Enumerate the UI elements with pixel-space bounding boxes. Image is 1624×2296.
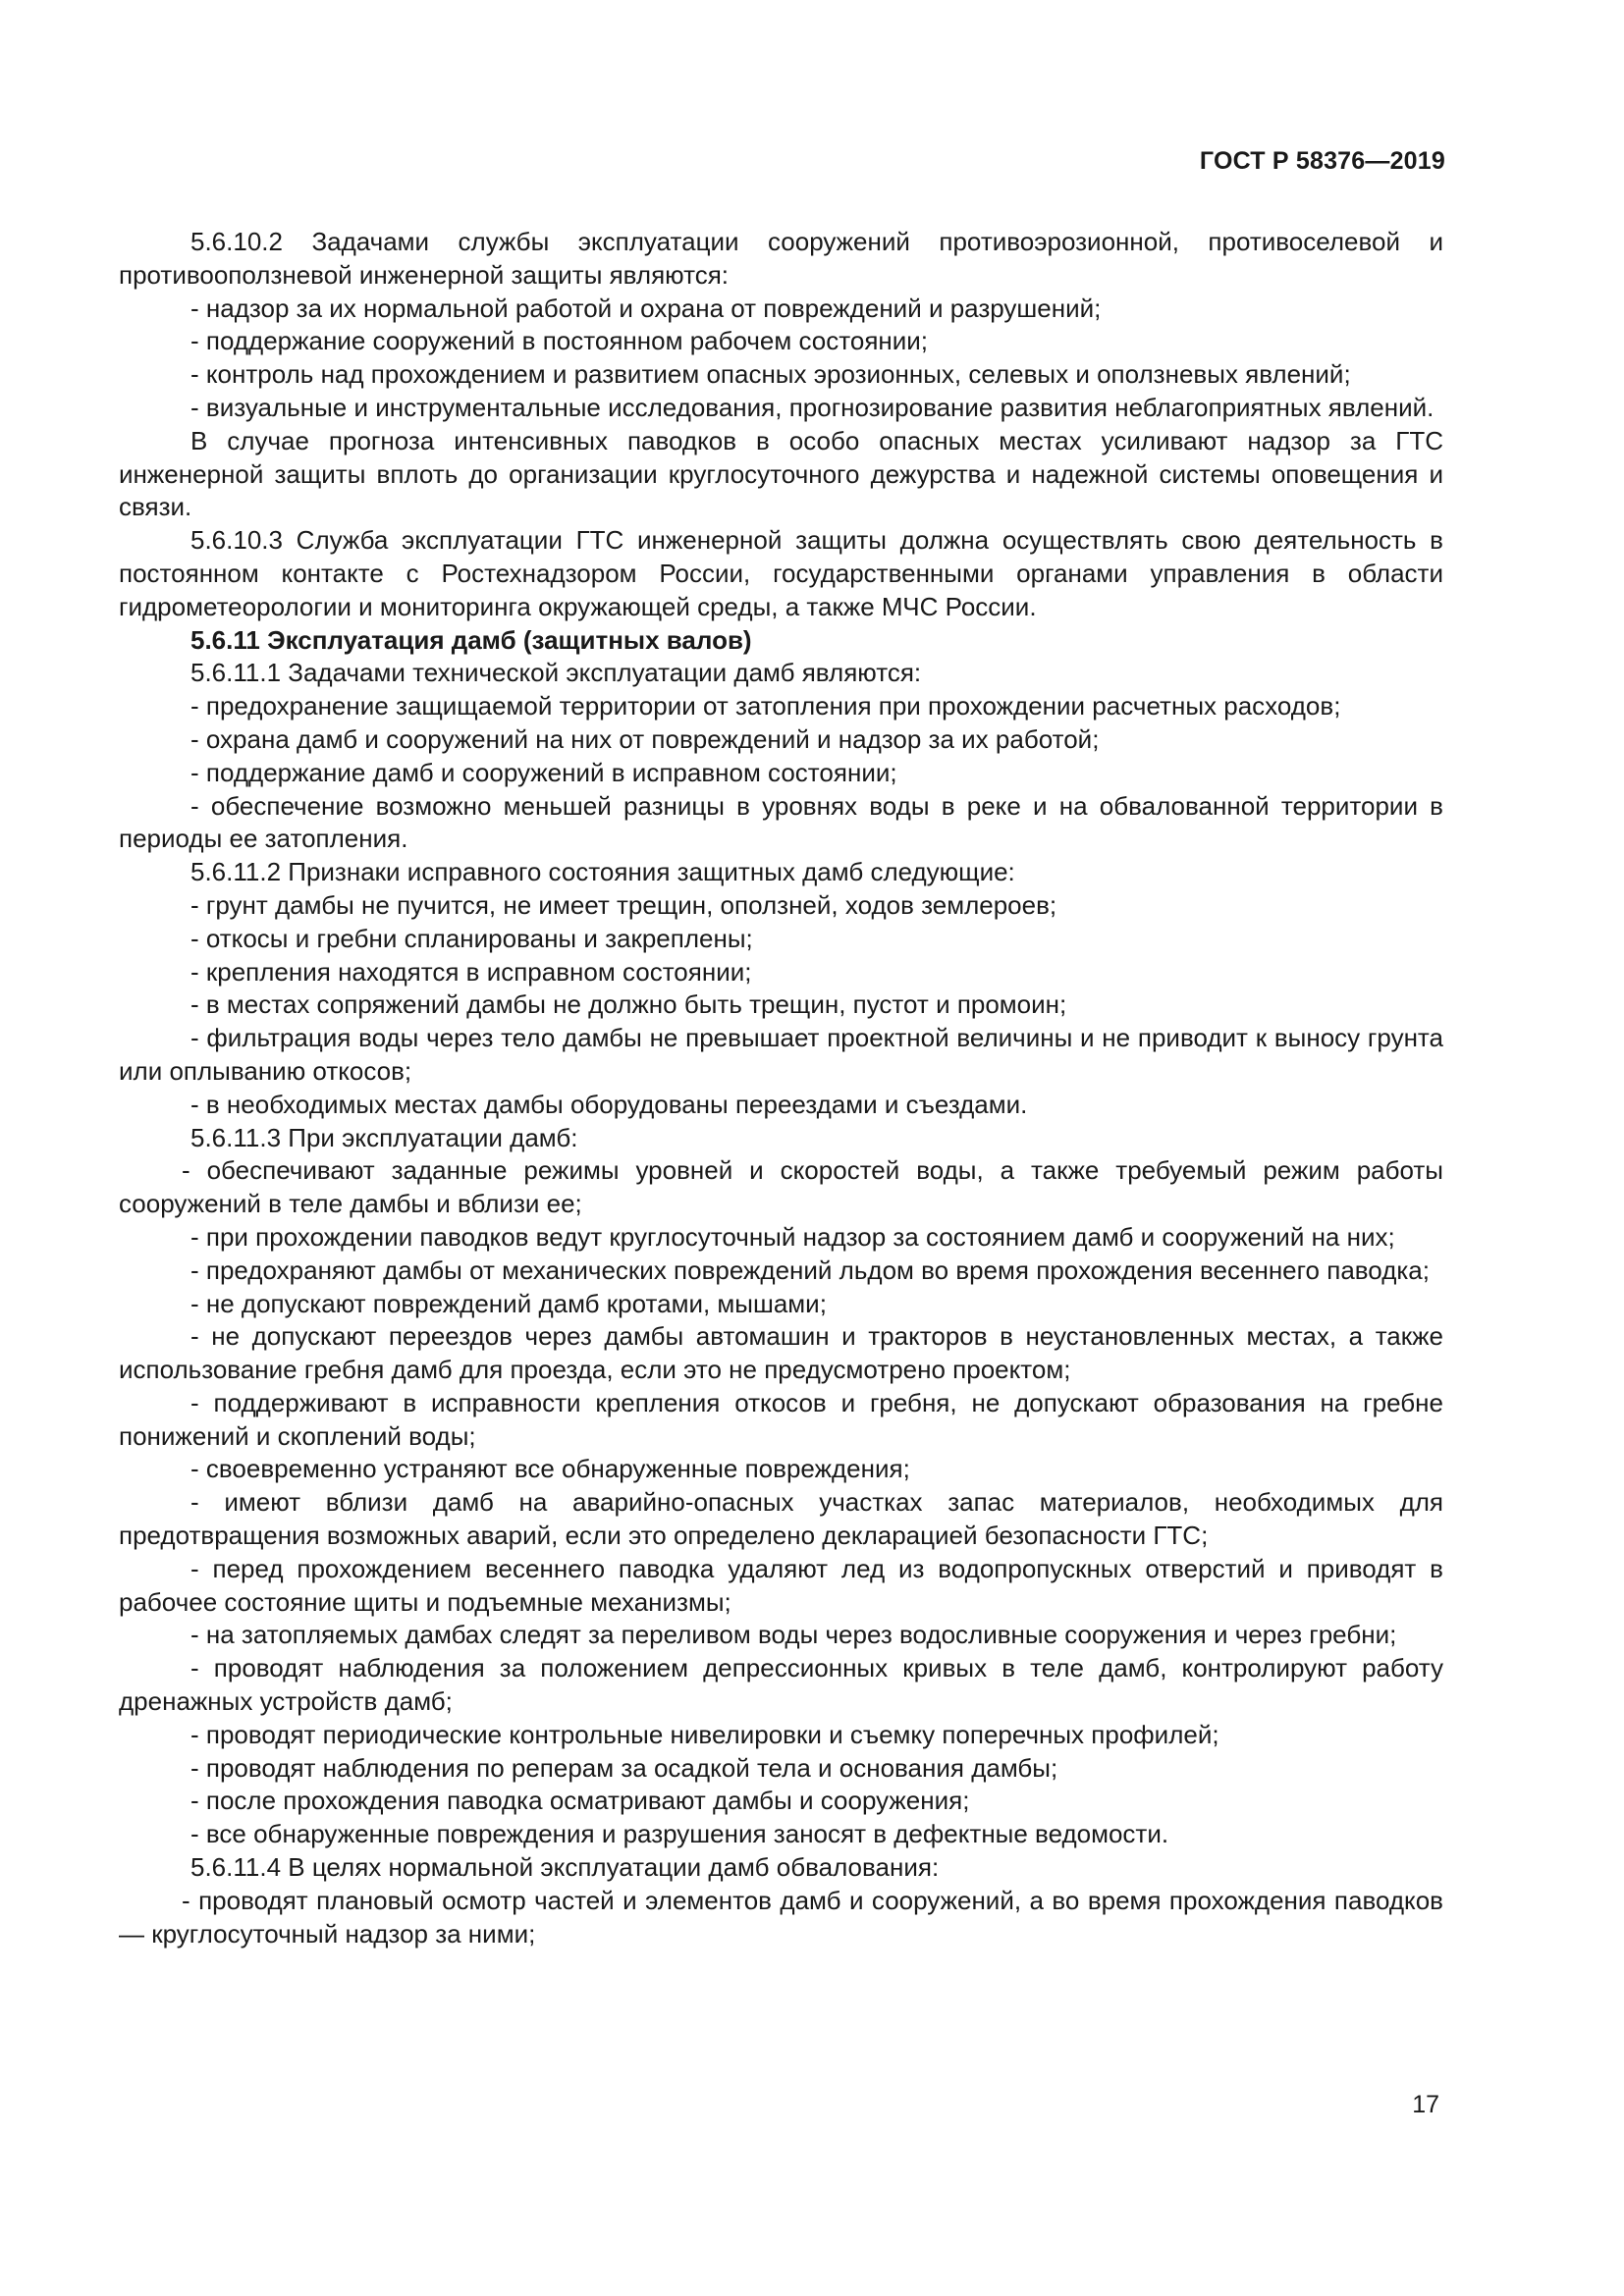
- paragraph: - не допускают повреждений дамб кротами, мышами;: [190, 1288, 827, 1318]
- paragraph: - проводят наблюдения по реперам за осадкой тела и основания дамбы;: [190, 1752, 1058, 1783]
- paragraph: - обеспечивают заданные режимы уровней и скоростей воды, а также требуемый режим работы сооружений в теле дамбы и вблизи ее;: [119, 1155, 1443, 1219]
- paragraph: - фильтрация воды через тело дамбы не превышает проектной величины и не приводит к выносу грунта или оплыванию откосов;: [119, 1023, 1443, 1086]
- paragraph: - поддержание дамб и сооружений в исправном состоянии;: [190, 757, 897, 787]
- paragraph: 5.6.10.2 Задачами службы эксплуатации сооружений противоэрозионной, противоселевой и противооползневой инженерной защиты являются:: [119, 227, 1443, 290]
- paragraph: 5.6.11.4 В целях нормальной эксплуатации дамб обвалования:: [190, 1852, 940, 1883]
- paragraph: - обеспечение возможно меньшей разницы в уровнях воды в реке и на обвалованной территории в периоды ее затопления.: [119, 790, 1443, 854]
- paragraph: - перед прохождением весеннего паводка удаляют лед из водопропускных отверстий и приводят в рабочее состояние щиты и подъемные механизмы;: [119, 1553, 1443, 1617]
- paragraph: - поддерживают в исправности крепления откосов и гребня, не допускают образования на гребне понижений и скоплений воды;: [119, 1387, 1443, 1451]
- paragraph: - все обнаруженные повреждения и разрушения заносят в дефектные ведомости.: [190, 1819, 1169, 1849]
- paragraph: - на затопляемых дамбах следят за переливом воды через водосливные сооружения и через гребни;: [190, 1620, 1397, 1650]
- paragraph: - при прохождении паводков ведут круглосуточный надзор за состоянием дамб и сооружений на них;: [190, 1221, 1395, 1252]
- paragraph: - контроль над прохождением и развитием опасных эрозионных, селевых и оползневых явлений;: [190, 359, 1351, 390]
- paragraph: - в местах сопряжений дамбы не должно быть трещин, пустот и промоин;: [190, 989, 1067, 1020]
- paragraph: 5.6.11.3 При эксплуатации дамб:: [190, 1122, 578, 1152]
- paragraph: - в необходимых местах дамбы оборудованы переездами и съездами.: [190, 1089, 1028, 1119]
- paragraph: - не допускают переездов через дамбы автомашин и тракторов в неустановленных местах, а также использование гребня дамб для проезда, если это не предусмотрено проектом;: [119, 1321, 1443, 1385]
- paragraph: - предохраняют дамбы от механических повреждений льдом во время прохождения весеннего паводка;: [190, 1255, 1430, 1285]
- document-code-header: ГОСТ Р 58376—2019: [1199, 147, 1445, 175]
- document-body: [119, 226, 1443, 1950]
- paragraph: В случае прогноза интенсивных паводков в особо опасных местах усиливают надзор за ГТС инженерной защиты вплоть до организации круглосуточного дежурства и надежной системы оповещения и связи.: [119, 425, 1443, 522]
- paragraph: - проводят периодические контрольные нивелировки и съемку поперечных профилей;: [190, 1719, 1219, 1749]
- paragraph: - крепления находятся в исправном состоянии;: [190, 956, 752, 987]
- paragraph: 5.6.11.2 Признаки исправного состояния защитных дамб следующие:: [190, 857, 1015, 887]
- paragraph: - надзор за их нормальной работой и охрана от повреждений и разрушений;: [190, 293, 1102, 323]
- paragraph: - предохранение защищаемой территории от затопления при прохождении расчетных расходов;: [190, 691, 1341, 721]
- page-number: 17: [1412, 2091, 1439, 2118]
- paragraph: - после прохождения паводка осматривают дамбы и сооружения;: [190, 1786, 970, 1816]
- paragraph: 5.6.11.1 Задачами технической эксплуатации дамб являются:: [190, 658, 922, 688]
- paragraph: - грунт дамбы не пучится, не имеет трещин, оползней, ходов землероев;: [190, 889, 1057, 920]
- paragraph: - своевременно устраняют все обнаруженные повреждения;: [190, 1454, 910, 1484]
- paragraph: - охрана дамб и сооружений на них от повреждений и надзор за их работой;: [190, 723, 1100, 754]
- paragraph: - проводят плановый осмотр частей и элементов дамб и сооружений, а во время прохождения паводков — круглосуточный надзор за ними;: [119, 1885, 1443, 1949]
- paragraph: 5.6.10.3 Служба эксплуатации ГТС инженерной защиты должна осуществлять свою деятельность в постоянном контакте с Ростехнадзором России, государственными органами управления в области гидрометеорологии и мониторинга окружающей среды, а также МЧС России.: [119, 525, 1443, 621]
- paragraph: - откосы и гребни спланированы и закреплены;: [190, 923, 753, 953]
- paragraph: - проводят наблюдения за положением депрессионных кривых в теле дамб, контролируют работу дренажных устройств дамб;: [119, 1653, 1443, 1717]
- paragraph: - визуальные и инструментальные исследования, прогнозирование развития неблагоприятных явлений.: [190, 392, 1435, 422]
- paragraph: - поддержание сооружений в постоянном рабочем состоянии;: [190, 326, 929, 356]
- paragraph: - имеют вблизи дамб на аварийно-опасных участках запас материалов, необходимых для предотвращения возможных аварий, если это определено декларацией безопасности ГТС;: [119, 1487, 1443, 1551]
- section-heading: 5.6.11 Эксплуатация дамб (защитных валов): [190, 624, 752, 655]
